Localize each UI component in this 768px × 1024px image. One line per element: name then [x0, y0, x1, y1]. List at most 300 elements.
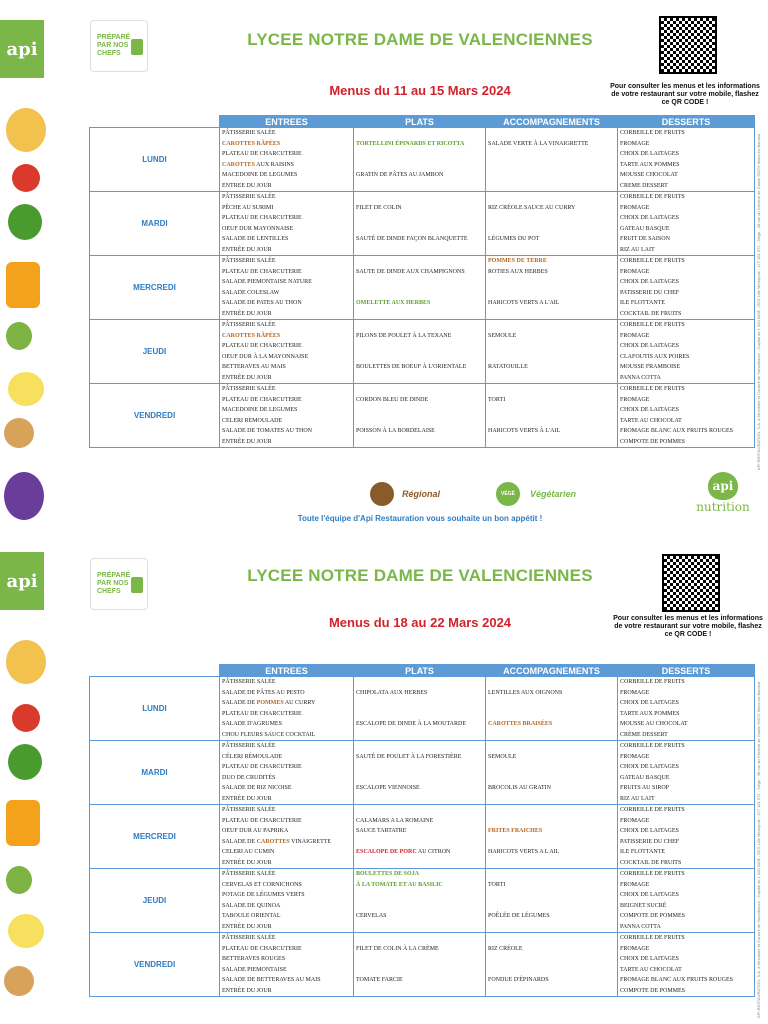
menu-item: SALADE DE QUINOA: [222, 902, 281, 909]
day-label: MARDI: [90, 192, 220, 256]
menu-item: CELERI AU CUMIN: [222, 849, 275, 855]
menu-item: PÂTISSERIE SALÉE: [222, 194, 276, 200]
menu-item: CÉLERI RÉMOULADE: [222, 753, 283, 760]
menu-item: MACEDOINE DE LEGUMES: [222, 407, 298, 413]
menu-item: [354, 922, 485, 933]
menu-item: PLATEAU DE CHARCUTERIE: [222, 151, 302, 157]
table-row-lundi: [90, 677, 755, 741]
prepared-by-chefs-badge: [90, 558, 148, 610]
menu-item: RIZ AU LAIT: [620, 246, 655, 253]
menu-item: CHOIX DE LAITAGES: [620, 764, 679, 770]
menu-item: [486, 901, 617, 912]
menu-item: [354, 320, 485, 331]
legend-vegetarian: Végétarien: [530, 489, 577, 499]
cell-entrees: [220, 192, 354, 256]
menu-item: PÂTISSERIE SALÉE: [222, 322, 276, 328]
menu-item: HARICOTS VERTS A L AIL: [488, 849, 560, 855]
menu-item: [354, 730, 485, 741]
menu-item: CORBEILLE DE FRUITS: [620, 386, 685, 392]
cell-plats: [354, 128, 486, 192]
orange-juice-icon: [6, 800, 40, 846]
tea-cup-icon: [4, 966, 34, 996]
menu-item: [354, 181, 485, 192]
menu-item: POTAGE DE LÉGUMES VERTS: [222, 892, 305, 898]
vegetarian-icon: [496, 482, 520, 506]
menu-item: CORDON BLEU DE DINDE: [356, 396, 429, 403]
menu-item: [354, 224, 485, 235]
legend: [370, 482, 600, 506]
menu-item: SALADE DE TOMATES AU THON: [222, 428, 313, 434]
menu-item: [486, 869, 617, 880]
menu-item: TABOULE ORIENTAL: [222, 913, 281, 919]
menu-item: CAROTTES AUX RAISINS: [222, 161, 295, 168]
badge-line-2: PAR NOS: [97, 42, 129, 49]
menu-item: [354, 192, 485, 203]
bon-appetit-message: Toute l'équipe d'Api Restauration vous souhaite un bon appétit !: [297, 514, 543, 523]
menu-item: PÂTISSERIE SALÉE: [222, 679, 276, 685]
menu-item: BETTERAVES AU MAIS: [222, 364, 286, 370]
menu-item: [354, 277, 485, 288]
cell-desserts: [618, 677, 755, 741]
menu-item: [354, 858, 485, 869]
menu-date-range: Menus du 11 au 15 Mars 2024: [329, 83, 511, 98]
column-header-plats: PLATS: [354, 665, 486, 677]
menu-item: [354, 341, 485, 352]
menu-item: ESCALOPE VIENNOISE: [356, 785, 420, 791]
menu-item: CAROTTES BRAISÉES: [488, 721, 553, 727]
highlighted-ingredient: ESCALOPE DE PORC: [356, 849, 417, 855]
menu-item: PÂTISSERIE SALÉE: [222, 743, 276, 749]
menu-item: [486, 890, 617, 901]
qr-code[interactable]: [659, 16, 717, 74]
badge-line-3: CHEFS: [97, 50, 121, 57]
cell-plats: [354, 384, 486, 448]
menu-item: [354, 890, 485, 901]
menu-item: [486, 181, 617, 192]
cell-accomp: [486, 128, 618, 192]
cell-plats: [354, 869, 486, 933]
menu-item: SALADE DE BETTERAVES AU MAIS: [222, 977, 321, 983]
tea-cup-icon: [4, 418, 34, 448]
menu-item: [486, 730, 617, 741]
menu-item: CREME DESSERT: [620, 182, 668, 189]
menu-item: GRATIN DE PÂTES AU JAMBON: [356, 172, 444, 178]
menu-item: ENTREE DU JOUR: [222, 182, 272, 189]
menu-item: MOUSSE CHOCOLAT: [620, 172, 678, 178]
menu-item: COCKTAIL DE FRUITS: [620, 310, 682, 317]
column-header-accomp: ACCOMPAGNEMENTS: [486, 116, 618, 128]
menu-item: PLATEAU DE CHARCUTERIE: [222, 343, 302, 349]
header-spacer: [90, 665, 220, 677]
cell-accomp: [486, 320, 618, 384]
menu-item: [486, 954, 617, 965]
menu-item: TARTE AU CHOCOLAT: [620, 966, 682, 973]
menu-item: PANNA COTTA: [620, 374, 661, 381]
menu-item: [354, 373, 485, 384]
menu-item: [486, 288, 617, 299]
cell-accomp: [486, 741, 618, 805]
menu-item: ROTIES AUX HERBES: [488, 268, 548, 275]
menu-item: [486, 277, 617, 288]
menu-item: PILONS DE POULET À LA TEXANE: [356, 332, 452, 339]
menu-item: [486, 805, 617, 816]
table-header-row: [90, 665, 755, 677]
menu-item: COMPOTE DE POMMES: [620, 913, 686, 919]
menu-item: MOUSSE AU CHOCOLAT: [620, 721, 688, 727]
menu-item: CORBEILLE DE FRUITS: [620, 807, 685, 813]
menu-item: [354, 677, 485, 688]
menu-item: [354, 352, 485, 363]
tomato-icon: [12, 704, 40, 732]
menu-item: OEUF DUR AU PAPRIKA: [222, 828, 289, 834]
table-row-vendredi: [90, 384, 755, 448]
table-row-lundi: [90, 128, 755, 192]
menu-item: [354, 837, 485, 848]
menu-item: PLATEAU DE CHARCUTERIE: [222, 268, 302, 275]
menu-item: ESCALOPE DE DINDE À LA MOUTARDE: [356, 721, 467, 727]
regional-icon: [370, 482, 394, 506]
table-row-mardi: [90, 192, 755, 256]
menu-item: [354, 741, 485, 752]
highlighted-ingredient: CAROTTES: [256, 838, 290, 845]
menu-item: SALADE PIEMONTAISE: [222, 966, 287, 973]
lemon-icon: [8, 914, 44, 948]
menu-item: [486, 858, 617, 869]
menu-item: FROMAGE: [620, 332, 650, 339]
cell-desserts: [618, 805, 755, 869]
menu-item: POÊLÉE DE LÉGUMES: [488, 913, 550, 919]
menu-item: [354, 288, 485, 299]
menu-item: RIZ CRÉOLE: [488, 945, 523, 952]
menu-item: COCKTAIL DE FRUITS: [620, 859, 682, 866]
menu-item: CHOIX DE LAITAGES: [620, 151, 679, 157]
column-header-desserts: DESSERTS: [618, 116, 755, 128]
cell-plats: [354, 320, 486, 384]
apple-icon: api: [708, 472, 738, 500]
menu-item: BETTERAVES ROUGES: [222, 956, 286, 962]
legal-mentions: API RESTAURATION, S.A. à Directoire et Conseil de Surveillance - Capital de 1 000 000€ - RCS Lille Métropole - 477 181 972 - Siège : 38 rue du Général de Gaulle 59370 Mons-en-Baroeul: [756, 133, 761, 470]
pepper-icon: [8, 204, 42, 240]
menu-item: [486, 437, 617, 448]
menu-item: ENTRÉE DU JOUR: [222, 923, 272, 930]
menu-item: FROMAGE: [620, 945, 650, 952]
table-row-jeudi: [90, 320, 755, 384]
menu-item: PÂTISSERIE SALÉE: [222, 871, 276, 877]
menu-item: FRUIT DE SAISON: [620, 236, 670, 242]
menu-item: PÂTISSERIE SALÉE: [222, 258, 276, 264]
menu-item: SALADE DE CAROTTES VINAIGRETTE: [222, 838, 332, 845]
menu-item: [486, 213, 617, 224]
menu-item: [486, 816, 617, 827]
menu-item: SALADE PIEMONTAISE NATURE: [222, 279, 312, 285]
menu-item: [354, 213, 485, 224]
table-header-row: [90, 116, 755, 128]
menu-item: [486, 149, 617, 160]
menu-item: CORBEILLE DE FRUITS: [620, 194, 685, 200]
column-header-entrees: ENTREES: [220, 116, 354, 128]
menu-item: BOULETTES DE SOJA: [356, 871, 420, 877]
menu-item: [354, 933, 485, 944]
menu-item: ENTRÉE DU JOUR: [222, 795, 272, 802]
cell-entrees: [220, 128, 354, 192]
menu-item: [354, 160, 485, 171]
cell-plats: [354, 933, 486, 997]
menu-item: PANNA COTTA: [620, 923, 661, 930]
menu-item: GATEAU BASQUE: [620, 774, 670, 781]
menu-item: PLATEAU DE CHARCUTERIE: [222, 396, 302, 403]
menu-item: RIZ CRÉOLE SAUCE AU CURRY: [488, 204, 576, 211]
badge-line-2: PAR NOS: [97, 580, 129, 587]
page-title: LYCEE NOTRE DAME DE VALENCIENNES: [247, 566, 593, 585]
day-label: JEUDI: [90, 869, 220, 933]
menu-item: TORTI: [488, 396, 506, 403]
cell-plats: [354, 805, 486, 869]
menu-item: [354, 954, 485, 965]
cell-desserts: [618, 933, 755, 997]
day-label: MARDI: [90, 741, 220, 805]
cell-entrees: [220, 677, 354, 741]
menu-item: ILE FLOTTANTE: [620, 849, 666, 855]
menu-item: [354, 149, 485, 160]
header-spacer: [90, 116, 220, 128]
menu-item: [354, 128, 485, 139]
menu-item: [486, 160, 617, 171]
menu-item: HARICOTS VERTS A L'AIL: [488, 300, 560, 306]
menu-item: [354, 805, 485, 816]
cell-entrees: [220, 384, 354, 448]
menu-item: CHOIX DE LAITAGES: [620, 343, 679, 349]
cell-accomp: [486, 256, 618, 320]
menu-item: ENTRÉE DU JOUR: [222, 246, 272, 253]
table-row-jeudi: [90, 869, 755, 933]
menu-item: TARTE AUX POMMES: [620, 710, 680, 717]
menu-item: PÂTISSERIE SALÉE: [222, 130, 276, 136]
menu-item: FROMAGE: [620, 396, 650, 403]
menu-item: ENTRÉE DU JOUR: [222, 374, 272, 381]
menu-item: PLATEAU DE CHARCUTERIE: [222, 764, 302, 770]
menu-item: [486, 677, 617, 688]
menu-item: CHOIX DE LAITAGES: [620, 956, 679, 962]
cell-entrees: [220, 741, 354, 805]
menu-item: [486, 794, 617, 805]
menu-item: BROCOLIS AU GRATIN: [488, 785, 552, 791]
menu-item: GATEAU BASQUE: [620, 225, 670, 232]
menu-item: CHOIX DE LAITAGES: [620, 892, 679, 898]
menu-item: SAUCE TARTATRE: [356, 828, 407, 834]
menu-item: FROMAGE BLANC AUX FRUITS ROUGES: [620, 977, 734, 983]
menu-item: POMMES DE TERRE: [488, 258, 547, 264]
menu-item: FRITES FRAICHES: [488, 828, 543, 834]
menu-item: SALADE DE PÂTES AU PESTO: [222, 689, 305, 696]
menu-item: ENTRÉE DU JOUR: [222, 438, 272, 445]
cell-entrees: [220, 320, 354, 384]
menu-item: [354, 762, 485, 773]
menu-item: PÂTISSERIE SALÉE: [222, 807, 276, 813]
menu-item: FROMAGE: [620, 689, 650, 696]
qr-instruction: Pour consulter les menus et les informations de votre restaurant sur votre mobile, flashez ce QR CODE !: [613, 615, 763, 638]
menu-item: FONDUE D'ÉPINARDS: [488, 977, 549, 983]
menu-item: SALADE DE POMMES AU CURRY: [222, 700, 316, 706]
menu-item: BEIGNET SUCRÉ: [620, 902, 667, 909]
menu-item: [486, 965, 617, 976]
menu-item: MACEDOINE DE LEGUMES: [222, 172, 298, 178]
column-header-desserts: DESSERTS: [618, 665, 755, 677]
menu-item: LÉGUMES DU POT: [488, 236, 540, 242]
menu-item: [486, 373, 617, 384]
legend-regional: Régional: [402, 489, 441, 499]
menu-item: [354, 416, 485, 427]
menu-item: CAROTTES RÂPÉES: [222, 140, 281, 147]
table-row-mercredi: [90, 256, 755, 320]
menu-item: COMPOTE DE POMMES: [620, 987, 686, 994]
cell-entrees: [220, 869, 354, 933]
menu-item: PÊCHE AU SURIMI: [222, 204, 274, 211]
menu-item: CERVELAS ET CORNICHONS: [222, 881, 302, 888]
menu-item: PLATEAU DE CHARCUTERIE: [222, 215, 302, 221]
menu-item: FROMAGE BLANC AUX FRUITS ROUGES: [620, 428, 734, 434]
weekly-menu-table: [89, 664, 755, 997]
menu-item: ILE FLOTTANTE: [620, 300, 666, 306]
menu-item: [486, 341, 617, 352]
chef-hat-icon: [131, 39, 143, 55]
menu-item: ENTRÉE DU JOUR: [222, 859, 272, 866]
menu-item: [486, 709, 617, 720]
menu-item: FRUITS AU SIROP: [620, 785, 670, 791]
table-row-mercredi: [90, 805, 755, 869]
menu-item: [486, 741, 617, 752]
menu-item: [354, 709, 485, 720]
cell-entrees: [220, 933, 354, 997]
menu-item: CHOIX DE LAITAGES: [620, 215, 679, 221]
highlighted-ingredient: POMMES: [256, 700, 284, 706]
menu-item: [486, 245, 617, 256]
menu-item: [354, 965, 485, 976]
menu-item: OMELETTE AUX HERBES: [356, 300, 431, 306]
menu-item: SAUTE DE DINDE AUX CHAMPIGNONS: [356, 268, 465, 275]
menu-item: [486, 384, 617, 395]
menu-item: TARTE AU CHOCOLAT: [620, 417, 682, 424]
qr-code[interactable]: [662, 554, 720, 612]
menu-item: CELERI REMOULADE: [222, 417, 283, 424]
badge-line-1: PRÉPARÉ: [97, 572, 131, 579]
cell-desserts: [618, 384, 755, 448]
food-decoration-strip: [0, 0, 46, 538]
menu-item: [486, 933, 617, 944]
menu-item: DUO DE CRUDITÉS: [222, 774, 276, 781]
menu-item: RIZ AU LAIT: [620, 795, 655, 802]
menu-item: SEMOULE: [488, 332, 517, 339]
menu-item: COMPOTE DE POMMES: [620, 438, 686, 445]
menu-item: TARTE AUX POMMES: [620, 161, 680, 168]
table-row-mardi: [90, 741, 755, 805]
cell-desserts: [618, 192, 755, 256]
nutrition-wordmark: nutrition: [696, 500, 750, 514]
menu-item: CALAMARS A LA ROMAINE: [356, 817, 434, 824]
menu-item: PÂTISSERIE SALÉE: [222, 935, 276, 941]
menu-item: OEUF DUR MAYONNAISE: [222, 225, 294, 232]
column-header-entrees: ENTREES: [220, 665, 354, 677]
menu-item: [486, 405, 617, 416]
menu-item: PLATEAU DE CHARCUTERIE: [222, 817, 302, 824]
menu-item: [354, 256, 485, 267]
menu-item: CHOIX DE LAITAGES: [620, 279, 679, 285]
menu-item: [354, 405, 485, 416]
menu-item: FROMAGE: [620, 204, 650, 211]
cell-accomp: [486, 677, 618, 741]
orange-juice-icon: [6, 262, 40, 308]
menu-item: SALADE DE LENTILLES: [222, 236, 289, 242]
menu-item: [354, 986, 485, 997]
kiwi-icon: [6, 322, 32, 350]
menu-item: CLAFOUTIS AUX POIRES: [620, 353, 690, 360]
menu-date-range: Menus du 18 au 22 Mars 2024: [328, 615, 512, 630]
column-header-accomp: ACCOMPAGNEMENTS: [486, 665, 618, 677]
menu-item: FROMAGE: [620, 817, 650, 824]
menu-item: [486, 416, 617, 427]
cell-desserts: [618, 741, 755, 805]
day-label: JEUDI: [90, 320, 220, 384]
menu-item: FROMAGE: [620, 881, 650, 888]
menu-item: CHOIX DE LAITAGES: [620, 700, 679, 706]
kiwi-icon: [6, 866, 32, 894]
menu-item: [354, 309, 485, 320]
menu-item: [486, 320, 617, 331]
menu-item: CORBEILLE DE FRUITS: [620, 935, 685, 941]
cell-accomp: [486, 869, 618, 933]
page-title: LYCEE NOTRE DAME DE VALENCIENNES: [247, 30, 593, 49]
menu-item: SALADE D'AGRUMES: [222, 721, 282, 727]
menu-item: [354, 245, 485, 256]
menu-item: HARICOTS VERTS À L'AIL: [488, 428, 561, 434]
menu-item: PLATEAU DE CHARCUTERIE: [222, 710, 302, 717]
menu-item: [486, 837, 617, 848]
menu-item: CAROTTES RÂPÉES: [222, 332, 281, 339]
cell-desserts: [618, 128, 755, 192]
menu-item: À LA TOMATE ET AU BASILIC: [356, 881, 443, 888]
cell-plats: [354, 677, 486, 741]
berry-tart-icon: [4, 472, 44, 520]
cell-plats: [354, 256, 486, 320]
menu-item: [354, 437, 485, 448]
food-decoration-strip: [0, 548, 46, 1024]
highlighted-ingredient: CAROTTES: [222, 161, 256, 168]
cell-accomp: [486, 192, 618, 256]
menu-item: SALADE DE PATES AU THON: [222, 300, 302, 306]
tart-icon: [6, 108, 46, 152]
menu-item: CHOU FLEURS SAUCE COCKTAIL: [222, 731, 316, 738]
weekly-menu-table: [89, 115, 755, 448]
menu-item: [486, 922, 617, 933]
menu-item: SAUTÉ DE POULET À LA FORESTIÈRE: [356, 753, 462, 760]
menu-item: TORTI: [488, 881, 506, 888]
menu-item: CERVELAS: [356, 913, 387, 919]
menu-item: [486, 309, 617, 320]
menu-item: [486, 170, 617, 181]
cell-entrees: [220, 805, 354, 869]
day-label: VENDREDI: [90, 933, 220, 997]
api-nutrition-logo: [690, 472, 756, 514]
tart-icon: [6, 640, 46, 684]
menu-item: RATATOUILLE: [488, 364, 528, 370]
cell-entrees: [220, 256, 354, 320]
menu-item: ESCALOPE DE PORC AU CITRON: [356, 849, 451, 855]
vegetarian-badge-text: VÉGÉ: [501, 491, 515, 497]
menu-item: [354, 773, 485, 784]
menu-item: POISSON À LA BORDELAISE: [356, 428, 435, 434]
menu-item: FROMAGE: [620, 268, 650, 275]
menu-item: FROMAGE: [620, 140, 650, 147]
menu-item: CORBEILLE DE FRUITS: [620, 322, 685, 328]
